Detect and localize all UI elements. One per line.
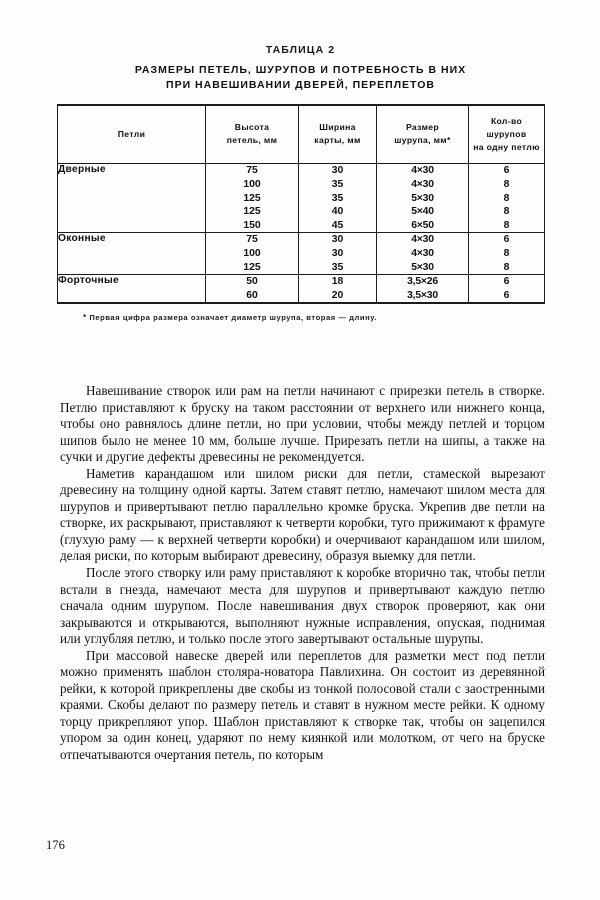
row-category: Форточные: [58, 275, 119, 287]
row-heights: 75 100 125: [206, 233, 299, 275]
table-title-line-1: РАЗМЕРЫ ПЕТЕЛЬ, ШУРУПОВ И ПОТРЕБНОСТЬ В НИХ: [134, 64, 467, 76]
row-screw-counts: 6 8 8 8 8: [469, 164, 545, 233]
footnote-marker: *: [83, 313, 87, 323]
row-screw-sizes: 3,5×26 3,5×30: [377, 275, 469, 304]
row-heights: 75 100 125 125 150: [206, 164, 299, 233]
row-widths: 30 35 35 40 45: [299, 164, 377, 233]
footnote-text: Первая цифра размера означает диаметр шурупа, вторая — длину.: [89, 313, 378, 323]
row-screw-counts: 6 6: [469, 275, 545, 304]
page-number: 176: [46, 838, 65, 852]
column-header-height: Высота петель, мм: [206, 105, 299, 164]
row-widths: 18 20: [299, 275, 377, 304]
column-header-hinges: Петли: [117, 128, 146, 139]
paragraph: После этого створку или раму приставляют к коробке вторично так, чтобы петли встали в гнезда, намечают места для шурупов и привертывают каждую петлю сначала одним шурупом. После навешивания двух створок проверяют, как они закрываются и открываются, выполняют нужные исправления, опуская, поднимая или углубляя петлю, и только после этого завертывают остальные шурупы.: [60, 565, 545, 647]
column-header-screw-count: Кол-во шурупов на одну петлю: [469, 105, 545, 164]
hinge-dimensions-table: [57, 104, 545, 304]
table-footnote: [57, 313, 544, 322]
table-title-line-2: ПРИ НАВЕШИВАНИИ ДВЕРЕЙ, ПЕРЕПЛЕТОВ: [166, 78, 435, 91]
row-heights: 50 60: [206, 275, 299, 304]
row-category: Оконные: [58, 233, 106, 245]
table-row: [58, 233, 545, 275]
paragraph: Наметив карандашом или шилом риски для петли, стамеской вырезают древесину на толщину одной карты. Затем ставят петлю, намечают шилом места для шурупов и привертывают петлю параллельно кромке бруска. Укрепив две петли на створке, их раскрывают, приставляют к четверти коробки, туго прижимают к фрамуге (глухую раму — к верхней четверти коробки) и очерчивают карандашом или шилом, делая риски, по которым выбирают древесину, образуя выемку для петли.: [60, 465, 545, 564]
table-header-row: [58, 105, 545, 164]
table-row: [58, 164, 545, 233]
table-number-label: ТАБЛИЦА 2: [265, 44, 336, 56]
table-row: [58, 275, 545, 304]
row-screw-sizes: 4×30 4×30 5×30 5×40 6×50: [377, 164, 469, 233]
row-widths: 30 30 35: [299, 233, 377, 275]
row-screw-sizes: 4×30 4×30 5×30: [377, 233, 469, 275]
table-header: [58, 105, 545, 164]
table-block: [57, 44, 544, 322]
body-text: [60, 383, 545, 764]
column-header-width: Ширина карты, мм: [299, 105, 377, 164]
row-category: Дверные: [58, 164, 106, 176]
paragraph: При массовой навеске дверей или переплетов для разметки мест под петли можно применять шаблон столяра-новатора Павлихина. Он состоит из деревянной рейки, к которой прикреплены две скобы из тонкой полосовой стали с заостренными краями. Скобы делают по размеру петель и ставят в нужном месте рейки. К одному торцу прикрепляют упор. Шаблон приставляют к створке так, чтобы он зацепился упором за один конец, ударяют по нему киянкой или молотком, от чего на бруске отпечатываются очертания петель, по которым: [60, 647, 545, 763]
row-screw-counts: 6 8 8: [469, 233, 545, 275]
column-header-screw-size: Размер шурупа, мм*: [377, 105, 469, 164]
table-body: [58, 164, 545, 303]
paragraph: Навешивание створок или рам на петли начинают с прирезки петель в створке. Петлю приставляют к бруску на таком расстоянии от верхнего или нижнего конца, чтобы оно равнялось длине петли, но при условии, чтобы между петлей и торцом шипов было не менее 10 мм, больше лучше. Прирезать петли на шипы, а также на сучки и другие дефекты древесины не рекомендуется.: [60, 383, 545, 465]
